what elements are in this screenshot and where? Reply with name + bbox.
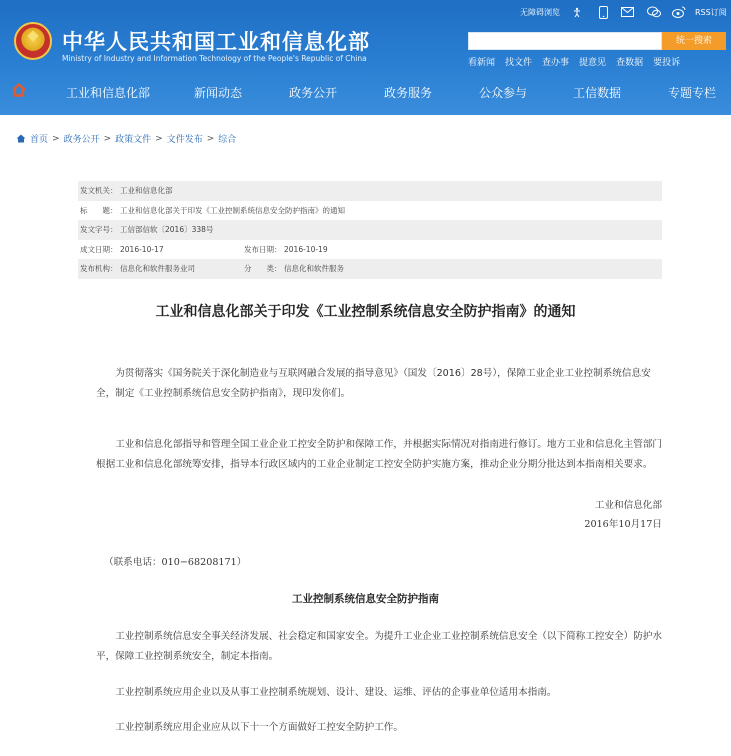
nav-item-participation[interactable]: 公众参与 bbox=[479, 86, 528, 100]
breadcrumb-separator: > bbox=[52, 133, 60, 144]
breadcrumb bbox=[16, 132, 236, 145]
search-button[interactable]: 统一搜索 bbox=[662, 32, 726, 50]
breadcrumb-home[interactable]: 首页 bbox=[30, 135, 49, 145]
home-icon[interactable] bbox=[12, 83, 26, 97]
meta-row-title bbox=[78, 201, 662, 221]
rss-link[interactable]: RSS订阅 bbox=[695, 8, 727, 17]
document-title: 工业和信息化部关于印发《工业控制系统信息安全防护指南》的通知 bbox=[155, 304, 576, 320]
breadcrumb-general[interactable]: 综合 bbox=[218, 135, 237, 145]
main-nav bbox=[0, 76, 731, 106]
breadcrumb-gov-info[interactable]: 政务公开 bbox=[63, 135, 100, 145]
quick-link-feedback[interactable]: 提意见 bbox=[579, 58, 607, 68]
nav-item-topics[interactable]: 专题专栏 bbox=[668, 86, 717, 100]
paragraph: 工业控制系统信息安全事关经济发展、社会稳定和国家安全。为提升工业企业工业控制系统信息安全（以下简称工控安全）防护水平，保障工业控制系统安全，制定本指南。 bbox=[96, 631, 663, 662]
meta-value: 工信部信软〔2016〕338号 bbox=[120, 225, 214, 234]
breadcrumb-policy[interactable]: 政策文件 bbox=[115, 135, 152, 145]
quick-link-data[interactable]: 查数据 bbox=[616, 58, 644, 68]
accessibility-icon[interactable] bbox=[570, 5, 584, 19]
quick-link-news[interactable]: 看新闻 bbox=[468, 58, 496, 68]
paragraph: 工业控制系统应用企业以及从事工业控制系统规划、设计、建设、运维、评估的企事业单位适用本指南。 bbox=[115, 687, 557, 698]
nav-item-data[interactable]: 工信数据 bbox=[573, 86, 622, 100]
meta-label: 分 类： bbox=[244, 264, 282, 273]
quick-link-services[interactable]: 查办事 bbox=[542, 58, 570, 68]
national-emblem-icon[interactable] bbox=[14, 22, 52, 60]
breadcrumb-separator: > bbox=[206, 133, 215, 144]
quick-link-files[interactable]: 找文件 bbox=[505, 58, 533, 68]
meta-label: 发布日期： bbox=[244, 244, 282, 254]
site-subtitle: Ministry of Industry and Information Technology of the People's Republic of China bbox=[62, 54, 367, 63]
nav-item-gov-service[interactable]: 政务服务 bbox=[384, 86, 433, 100]
breadcrumb-separator: > bbox=[103, 133, 112, 144]
meta-row-publisher bbox=[78, 259, 662, 279]
meta-row-dates bbox=[78, 240, 662, 260]
home-icon[interactable] bbox=[16, 134, 26, 143]
meta-label: 成文日期： bbox=[80, 244, 118, 254]
meta-row-docno bbox=[78, 220, 662, 240]
mobile-icon[interactable] bbox=[596, 5, 610, 19]
document-metadata bbox=[78, 181, 662, 279]
quick-link-complaint[interactable]: 要投诉 bbox=[653, 58, 681, 68]
site-header bbox=[0, 0, 731, 115]
meta-value: 2016-10-17 bbox=[120, 244, 164, 254]
guide-title: 工业控制系统信息安全防护指南 bbox=[292, 593, 439, 605]
accessibility-link[interactable]: 无障碍浏览 bbox=[520, 8, 560, 17]
quick-links bbox=[468, 55, 680, 68]
nav-item-ministry[interactable]: 工业和信息化部 bbox=[66, 86, 151, 100]
meta-value: 2016-10-19 bbox=[284, 244, 328, 254]
meta-label: 发文字号： bbox=[80, 225, 118, 234]
weibo-icon[interactable] bbox=[672, 5, 686, 19]
meta-label: 标 题： bbox=[80, 205, 118, 215]
paragraph: 为贯彻落实《国务院关于深化制造业与互联网融合发展的指导意见》（国发〔2016〕28号），保障工业企业工业控制系统信息安全，制定《工业控制系统信息安全防护指南》，现印发你们。 bbox=[96, 368, 651, 399]
nav-item-news[interactable]: 新闻动态 bbox=[194, 86, 243, 100]
meta-value: 信息化和软件服务业司 bbox=[120, 264, 195, 273]
paragraph: 工业和信息化部指导和管理全国工业企业工控安全防护和保障工作，并根据实际情况对指南进行修订。地方工业和信息化主管部门根据工业和信息化部统筹安排，指导本行政区域内的工业企业制定工控安全防护实施方案，推动企业分期分批达到本指南相关要求。 bbox=[96, 439, 663, 470]
utility-bar bbox=[0, 0, 731, 24]
breadcrumb-separator: > bbox=[155, 133, 163, 144]
document-date: 2016年10月17日 bbox=[584, 519, 662, 530]
meta-label: 发布机构： bbox=[80, 264, 118, 273]
site-title[interactable]: 中华人民共和国工业和信息化部 bbox=[62, 30, 370, 54]
meta-value: 工业和信息化部 bbox=[120, 186, 173, 195]
meta-value: 工业和信息化部关于印发《工业控制系统信息安全防护指南》的通知 bbox=[120, 205, 345, 215]
signature: 工业和信息化部 bbox=[594, 500, 662, 511]
wechat-icon[interactable] bbox=[647, 5, 661, 19]
meta-value: 信息化和软件服务 bbox=[284, 264, 344, 273]
nav-item-gov-info[interactable]: 政务公开 bbox=[289, 86, 338, 100]
breadcrumb-publish[interactable]: 文件发布 bbox=[166, 135, 203, 145]
meta-row-issuer bbox=[78, 181, 662, 201]
contact-phone: （联系电话：010−68208171） bbox=[104, 557, 247, 568]
mail-icon[interactable] bbox=[620, 5, 634, 19]
meta-label: 发文机关： bbox=[80, 186, 118, 195]
search-input[interactable] bbox=[468, 32, 662, 50]
paragraph: 工业控制系统应用企业应从以下十一个方面做好工控安全防护工作。 bbox=[115, 722, 403, 733]
